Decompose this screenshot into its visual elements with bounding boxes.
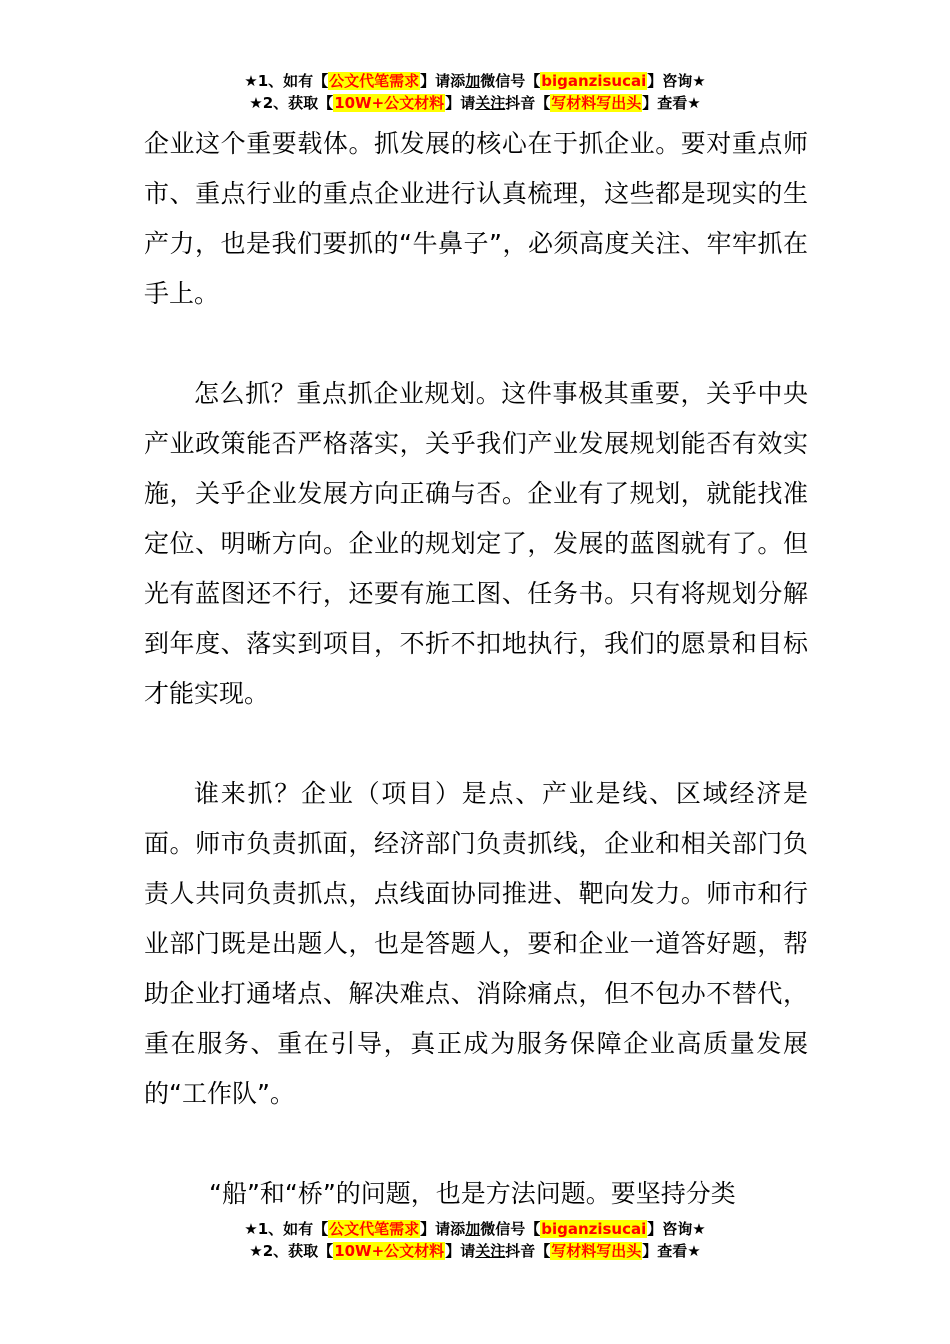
- banner-wechat-id: biganzisucai: [541, 72, 647, 90]
- document-body: [144, 119, 808, 1219]
- banner-line-1: ★1、如有【公文代笔需求】请添加微信号【biganzisucai】咨询★: [244, 1220, 706, 1238]
- header-banner: [0, 70, 950, 114]
- banner-line-1: ★1、如有【公文代笔需求】请添加微信号【biganzisucai】咨询★: [244, 72, 706, 90]
- paragraph: 怎么抓？重点抓企业规划。这件事极其重要，关乎中央产业政策能否严格落实，关乎我们产业发展规划能否有效实施，关乎企业发展方向正确与否。企业有了规划，就能找准定位、明晰方向。企业的规划定了，发展的蓝图就有了。但光有蓝图还不行，还要有施工图、任务书。只有将规划分解到年度、落实到项目，不折不扣地执行，我们的愿景和目标才能实现。: [144, 379, 808, 708]
- banner-line-2: ★2、获取【10W+公文材料】请关注抖音【写材料写出头】查看★: [249, 1242, 701, 1260]
- banner-wechat-id: biganzisucai: [541, 1220, 647, 1238]
- banner-line-2: ★2、获取【10W+公文材料】请关注抖音【写材料写出头】查看★: [249, 94, 701, 112]
- paragraph: 企业这个重要载体。抓发展的核心在于抓企业。要对重点师市、重点行业的重点企业进行认真梳理，这些都是现实的生产力，也是我们要抓的“牛鼻子”，必须高度关注、牢牢抓在手上。: [144, 129, 808, 308]
- footer-banner: [0, 1218, 950, 1262]
- paragraph: 谁来抓？企业（项目）是点、产业是线、区域经济是面。师市负责抓面，经济部门负责抓线，企业和相关部门负责人共同负责抓点，点线面协同推进、靶向发力。师市和行业部门既是出题人，也是答题人，要和企业一道答好题，帮助企业打通堵点、解决难点、消除痛点，但不包办不替代，重在服务、重在引导，真正成为服务保障企业高质量发展的“工作队”。: [144, 779, 808, 1108]
- banner-douyin-id: 写材料写出头: [551, 1242, 642, 1260]
- banner-highlight: 公文代笔需求: [329, 72, 420, 90]
- banner-highlight: 10W+公文材料: [334, 1242, 445, 1260]
- banner-highlight: 公文代笔需求: [329, 1220, 420, 1238]
- banner-douyin-id: 写材料写出头: [551, 94, 642, 112]
- paragraph: “船”和“桥”的问题，也是方法问题。要坚持分类: [209, 1179, 736, 1208]
- banner-highlight: 10W+公文材料: [334, 94, 445, 112]
